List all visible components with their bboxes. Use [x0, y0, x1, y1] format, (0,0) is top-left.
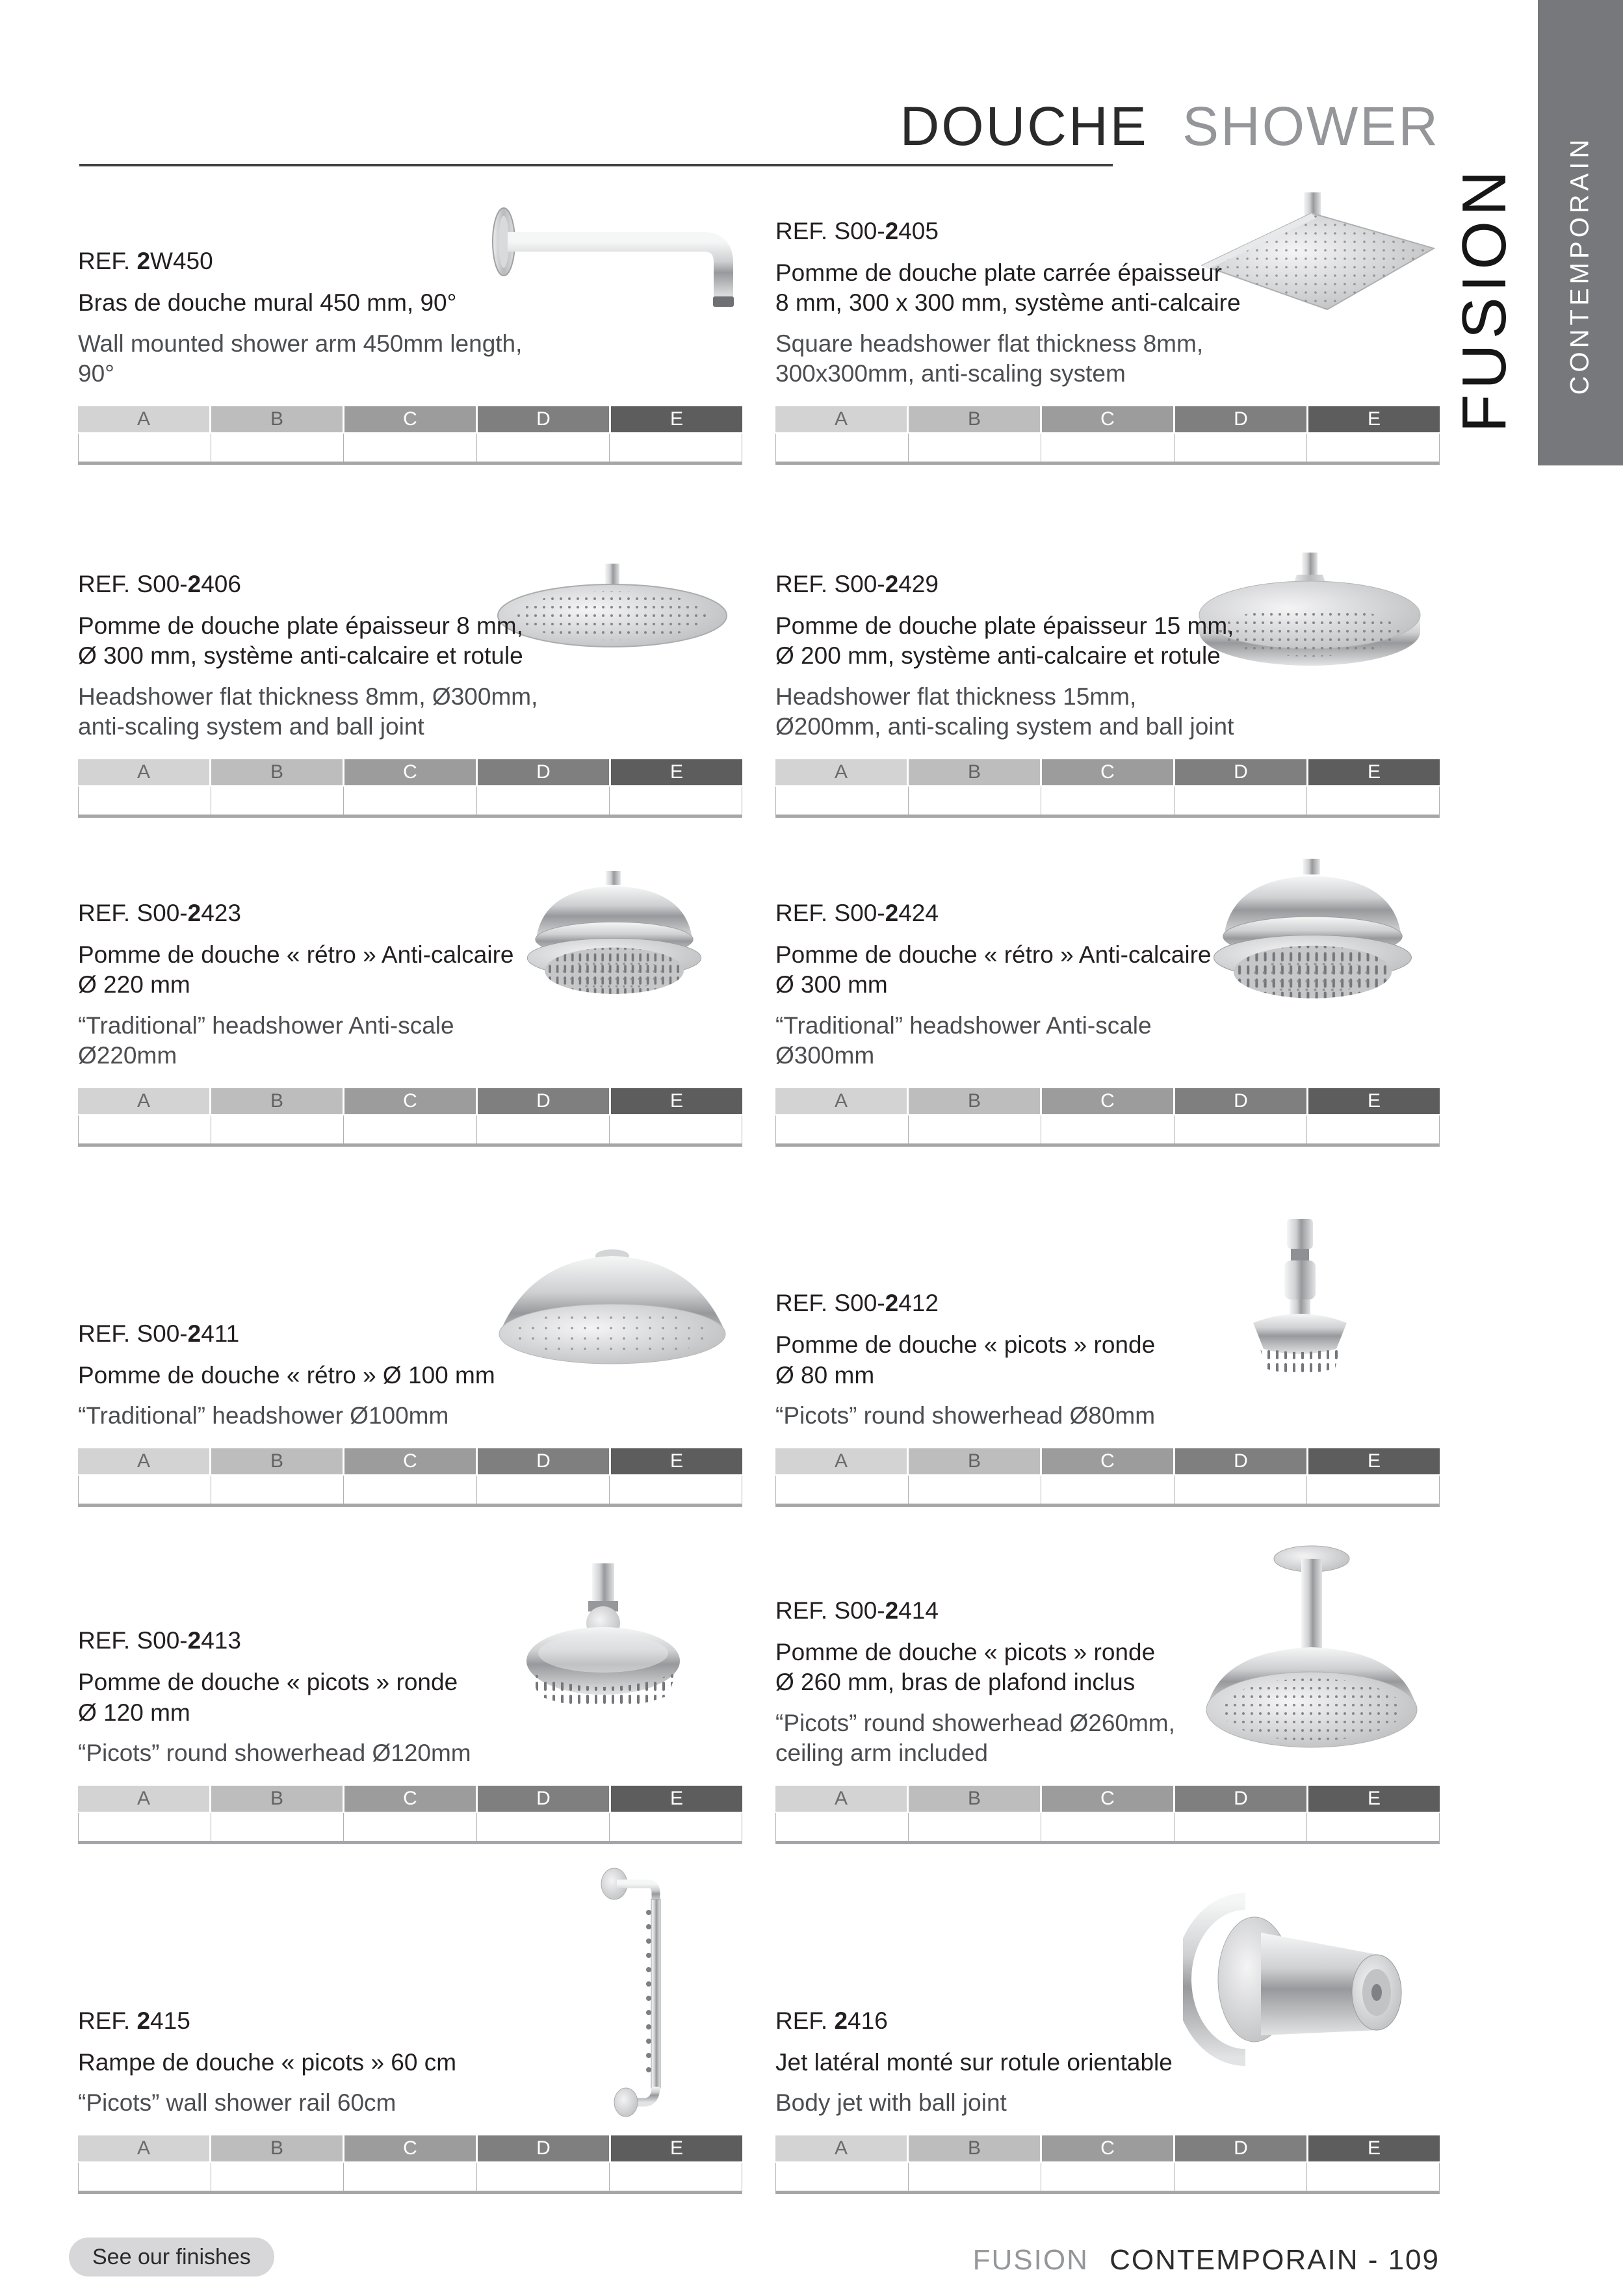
ref-prefix: S00- [136, 899, 188, 926]
ref-label: REF. [78, 1320, 137, 1347]
product-ref [775, 1597, 1175, 1624]
product-desc-fr: Bras de douche mural 450 mm, 90° [78, 289, 457, 317]
finish-column-header: C [344, 2135, 478, 2161]
footer-page-number: CONTEMPORAIN - 109 [1110, 2244, 1440, 2276]
product-ref [78, 2007, 456, 2035]
finish-column-header: B [909, 1448, 1042, 1474]
finish-table-header [78, 406, 742, 434]
finish-column-header: C [344, 1448, 478, 1474]
product-ref [78, 1627, 471, 1654]
finish-column-header: D [478, 1088, 611, 1114]
finish-table [775, 2135, 1440, 2194]
finish-column-header: D [1175, 1088, 1308, 1114]
ref-number: 414 [898, 1597, 939, 1624]
product-card [775, 1827, 1440, 2197]
finish-column-header: B [909, 2135, 1042, 2161]
ref-bold-digit: 2 [187, 1627, 201, 1654]
ref-prefix: S00- [834, 570, 885, 597]
product-desc-fr: Jet latéral monté sur rotule orientable [775, 2048, 1173, 2076]
collection-label: CONTEMPORAIN [1565, 135, 1594, 395]
finish-cell [344, 2163, 476, 2191]
product-text [78, 248, 522, 389]
product-desc-en: Headshower flat thickness 8mm, Ø300mm, anti-scaling system and ball joint [78, 683, 538, 740]
ref-bold-digit: 2 [885, 217, 899, 244]
ref-prefix: S00- [136, 1627, 188, 1654]
product-card [78, 98, 742, 467]
finish-column-header: E [1308, 759, 1440, 785]
finish-column-header: E [611, 1786, 742, 1812]
product-text [775, 218, 1241, 389]
ref-number: 415 [150, 2007, 190, 2034]
finish-column-header: C [1042, 1786, 1175, 1812]
finish-column-header: B [211, 2135, 344, 2161]
finish-column-header: A [78, 1448, 211, 1474]
finish-column-header: A [775, 1786, 909, 1812]
finish-column-header: D [1175, 1448, 1308, 1474]
finish-column-header: E [611, 1088, 742, 1114]
product-text [775, 571, 1234, 742]
product-desc-en: Body jet with ball joint [775, 2089, 1007, 2117]
ref-number: 413 [201, 1627, 241, 1654]
finish-column-header: A [775, 2135, 909, 2161]
ref-bold-digit: 2 [885, 570, 899, 597]
finish-cell [610, 2163, 742, 2191]
finish-column-header: B [211, 1088, 344, 1114]
product-image [1184, 858, 1441, 1011]
finish-table-header [775, 1088, 1440, 1115]
page-title-fr: DOUCHE [900, 96, 1149, 157]
product-card [775, 98, 1440, 467]
product-desc-en: “Traditional” headshower Anti-scale Ø220mm [78, 1011, 454, 1069]
finish-column-header: E [1308, 1088, 1440, 1114]
product-ref [775, 218, 1241, 245]
product-desc-en: “Picots” round showerhead Ø260mm, ceiling arm included [775, 1709, 1175, 1767]
finish-cell [79, 2163, 211, 2191]
finish-table-row [775, 2163, 1440, 2194]
product-image [1183, 1882, 1407, 2077]
ref-number: 429 [898, 570, 939, 597]
finish-table-header [775, 1448, 1440, 1476]
product-ref [78, 248, 522, 275]
brand-label: FUSION [1449, 165, 1519, 433]
finish-column-header: B [909, 1786, 1042, 1812]
product-desc-fr: Pomme de douche « rétro » Ø 100 mm [78, 1361, 495, 1389]
finish-column-header: A [78, 1088, 211, 1114]
product-text [78, 900, 513, 1071]
product-text [775, 1290, 1155, 1431]
finish-column-header: B [211, 759, 344, 785]
ref-bold-digit: 2 [187, 1320, 201, 1347]
product-card [775, 1477, 1440, 1847]
ref-label: REF. [78, 248, 137, 275]
ref-number: 411 [201, 1320, 240, 1347]
finish-cell [1041, 2163, 1174, 2191]
product-ref [775, 571, 1234, 598]
ref-number: 424 [898, 899, 939, 926]
finish-column-header: C [344, 759, 478, 785]
product-ref [78, 571, 538, 598]
finish-table-header [78, 1786, 742, 1813]
product-ref [775, 2007, 1173, 2035]
ref-label: REF. [78, 1627, 137, 1654]
finish-table [78, 1088, 742, 1147]
ref-prefix: S00- [834, 217, 885, 244]
see-finishes-button[interactable]: See our finishes [69, 2237, 274, 2276]
product-image [484, 195, 744, 319]
finish-column-header: A [78, 2135, 211, 2161]
finish-column-header: E [1308, 1448, 1440, 1474]
product-desc-en: “Picots” round showerhead Ø80mm [775, 1402, 1156, 1429]
ref-number: 416 [848, 2007, 888, 2034]
finish-table-header [775, 2135, 1440, 2163]
finish-column-header: C [344, 1786, 478, 1812]
ref-number: W450 [150, 248, 213, 275]
product-ref [78, 900, 513, 927]
product-ref [775, 900, 1211, 927]
ref-bold-digit: 2 [136, 2007, 151, 2034]
footer-brand: FUSION [972, 2244, 1089, 2276]
finish-column-header: E [611, 2135, 742, 2161]
finish-column-header: B [211, 1786, 344, 1812]
ref-label: REF. [775, 1597, 835, 1624]
finish-column-header: E [1308, 1786, 1440, 1812]
finish-column-header: C [344, 1088, 478, 1114]
ref-label: REF. [775, 899, 835, 926]
product-image [1182, 1542, 1442, 1753]
product-text [78, 1320, 495, 1431]
finish-column-header: A [775, 1088, 909, 1114]
ref-bold-digit: 2 [136, 248, 151, 275]
finish-column-header: D [1175, 2135, 1308, 2161]
finish-cell [1307, 2163, 1439, 2191]
finish-table-header [78, 1448, 742, 1476]
product-image [491, 1563, 715, 1723]
product-desc-en: “Traditional” headshower Ø100mm [78, 1402, 449, 1429]
ref-prefix: S00- [834, 1290, 885, 1317]
finish-cell [477, 2163, 610, 2191]
finish-table [775, 1088, 1440, 1147]
page-title-en: SHOWER [1182, 96, 1440, 157]
finish-column-header: C [1042, 1448, 1175, 1474]
finish-column-header: E [1308, 406, 1440, 432]
product-ref [775, 1290, 1155, 1317]
finish-column-header: A [78, 759, 211, 785]
ref-prefix: S00- [136, 570, 188, 597]
product-text [78, 571, 538, 742]
page-footer [973, 2244, 1440, 2276]
finish-table-header [775, 406, 1440, 434]
ref-label: REF. [78, 570, 137, 597]
finish-column-header: B [909, 1088, 1042, 1114]
finish-column-header: C [1042, 2135, 1175, 2161]
finish-column-header: D [478, 1448, 611, 1474]
finish-column-header: C [1042, 1088, 1175, 1114]
product-card [775, 779, 1440, 1149]
ref-number: 406 [201, 570, 241, 597]
finish-column-header: E [611, 759, 742, 785]
ref-bold-digit: 2 [187, 570, 201, 597]
product-image [1214, 1219, 1386, 1378]
ref-prefix: S00- [136, 1320, 188, 1347]
ref-label: REF. [78, 2007, 137, 2034]
finish-table [78, 2135, 742, 2194]
finish-table-header [775, 1786, 1440, 1813]
product-desc-en: Square headshower flat thickness 8mm, 300x300mm, anti-scaling system [775, 330, 1204, 387]
product-desc-fr: Pomme de douche « picots » ronde Ø 80 mm [775, 1331, 1156, 1389]
ref-number: 405 [898, 217, 939, 244]
product-desc-en: “Picots” wall shower rail 60cm [78, 2089, 396, 2117]
finish-cell [776, 2163, 909, 2191]
finish-table-header [78, 1088, 742, 1115]
finish-column-header: B [211, 406, 344, 432]
finish-cell [211, 2163, 344, 2191]
product-desc-en: “Traditional” headshower Anti-scale Ø300mm [775, 1011, 1152, 1069]
finish-column-header: D [478, 1786, 611, 1812]
product-card [775, 1140, 1440, 1509]
ref-number: 412 [898, 1290, 939, 1317]
finish-cell [1175, 2163, 1307, 2191]
ref-prefix: S00- [834, 899, 885, 926]
product-card [78, 1140, 742, 1509]
finish-column-header: C [344, 406, 478, 432]
ref-bold-digit: 2 [885, 899, 899, 926]
product-text [775, 900, 1211, 1071]
product-image [491, 1242, 734, 1372]
ref-label: REF. [775, 217, 835, 244]
finish-table-row [78, 2163, 742, 2194]
finish-cell [909, 2163, 1041, 2191]
ref-label: REF. [775, 2007, 835, 2034]
product-desc-en: Wall mounted shower arm 450mm length, 90° [78, 330, 523, 387]
finish-column-header: D [1175, 759, 1308, 785]
product-desc-fr: Pomme de douche « picots » ronde Ø 120 mm [78, 1669, 458, 1726]
ref-label: REF. [78, 899, 137, 926]
finish-column-header: D [1175, 1786, 1308, 1812]
product-text [775, 1597, 1175, 1769]
finish-column-header: D [478, 2135, 611, 2161]
finish-column-header: B [909, 406, 1042, 432]
finish-column-header: D [478, 406, 611, 432]
finish-table-header [78, 2135, 742, 2163]
product-ref [78, 1320, 495, 1348]
product-desc-fr: Pomme de douche plate carrée épaisseur 8 mm, 300 x 300 mm, système anti-calcaire [775, 259, 1241, 317]
finish-column-header: A [775, 1448, 909, 1474]
ref-number: 423 [201, 899, 241, 926]
product-desc-fr: Pomme de douche « rétro » Anti-calcaire Ø 220 mm [78, 941, 514, 998]
product-desc-fr: Pomme de douche « rétro » Anti-calcaire Ø 300 mm [775, 941, 1212, 998]
ref-bold-digit: 2 [885, 1290, 899, 1317]
finish-column-header: B [211, 1448, 344, 1474]
finish-column-header: A [78, 1786, 211, 1812]
product-image [497, 871, 731, 1004]
ref-bold-digit: 2 [885, 1597, 899, 1624]
finish-column-header: C [1042, 406, 1175, 432]
finish-column-header: A [78, 406, 211, 432]
product-desc-fr: Pomme de douche plate épaisseur 15 mm, Ø 200 mm, système anti-calcaire et rotule [775, 612, 1234, 670]
product-card [775, 450, 1440, 820]
finish-column-header: B [909, 759, 1042, 785]
product-desc-fr: Pomme de douche « picots » ronde Ø 260 mm, bras de plafond inclus [775, 1638, 1156, 1696]
finish-column-header: E [611, 406, 742, 432]
finish-column-header: C [1042, 759, 1175, 785]
product-image [588, 1867, 725, 2124]
finish-column-header: A [775, 759, 909, 785]
product-card [78, 1827, 742, 2197]
finish-column-header: D [1175, 406, 1308, 432]
ref-label: REF. [775, 1290, 835, 1317]
finish-column-header: D [478, 759, 611, 785]
product-desc-en: Headshower flat thickness 15mm, Ø200mm, anti-scaling system and ball joint [775, 683, 1234, 740]
product-card [78, 1477, 742, 1847]
product-desc-fr: Pomme de douche plate épaisseur 8 mm, Ø 300 mm, système anti-calcaire et rotule [78, 612, 523, 670]
product-card [78, 779, 742, 1149]
ref-bold-digit: 2 [187, 899, 201, 926]
finish-column-header: E [1308, 2135, 1440, 2161]
product-card [78, 450, 742, 820]
product-text [78, 2007, 456, 2119]
finish-column-header: E [611, 1448, 742, 1474]
finish-column-header: A [775, 406, 909, 432]
ref-bold-digit: 2 [834, 2007, 848, 2034]
product-text [78, 1627, 471, 1769]
product-desc-en: “Picots” round showerhead Ø120mm [78, 1740, 471, 1767]
ref-label: REF. [775, 570, 835, 597]
ref-prefix: S00- [834, 1597, 885, 1624]
product-text [775, 2007, 1173, 2119]
product-desc-fr: Rampe de douche « picots » 60 cm [78, 2048, 457, 2076]
